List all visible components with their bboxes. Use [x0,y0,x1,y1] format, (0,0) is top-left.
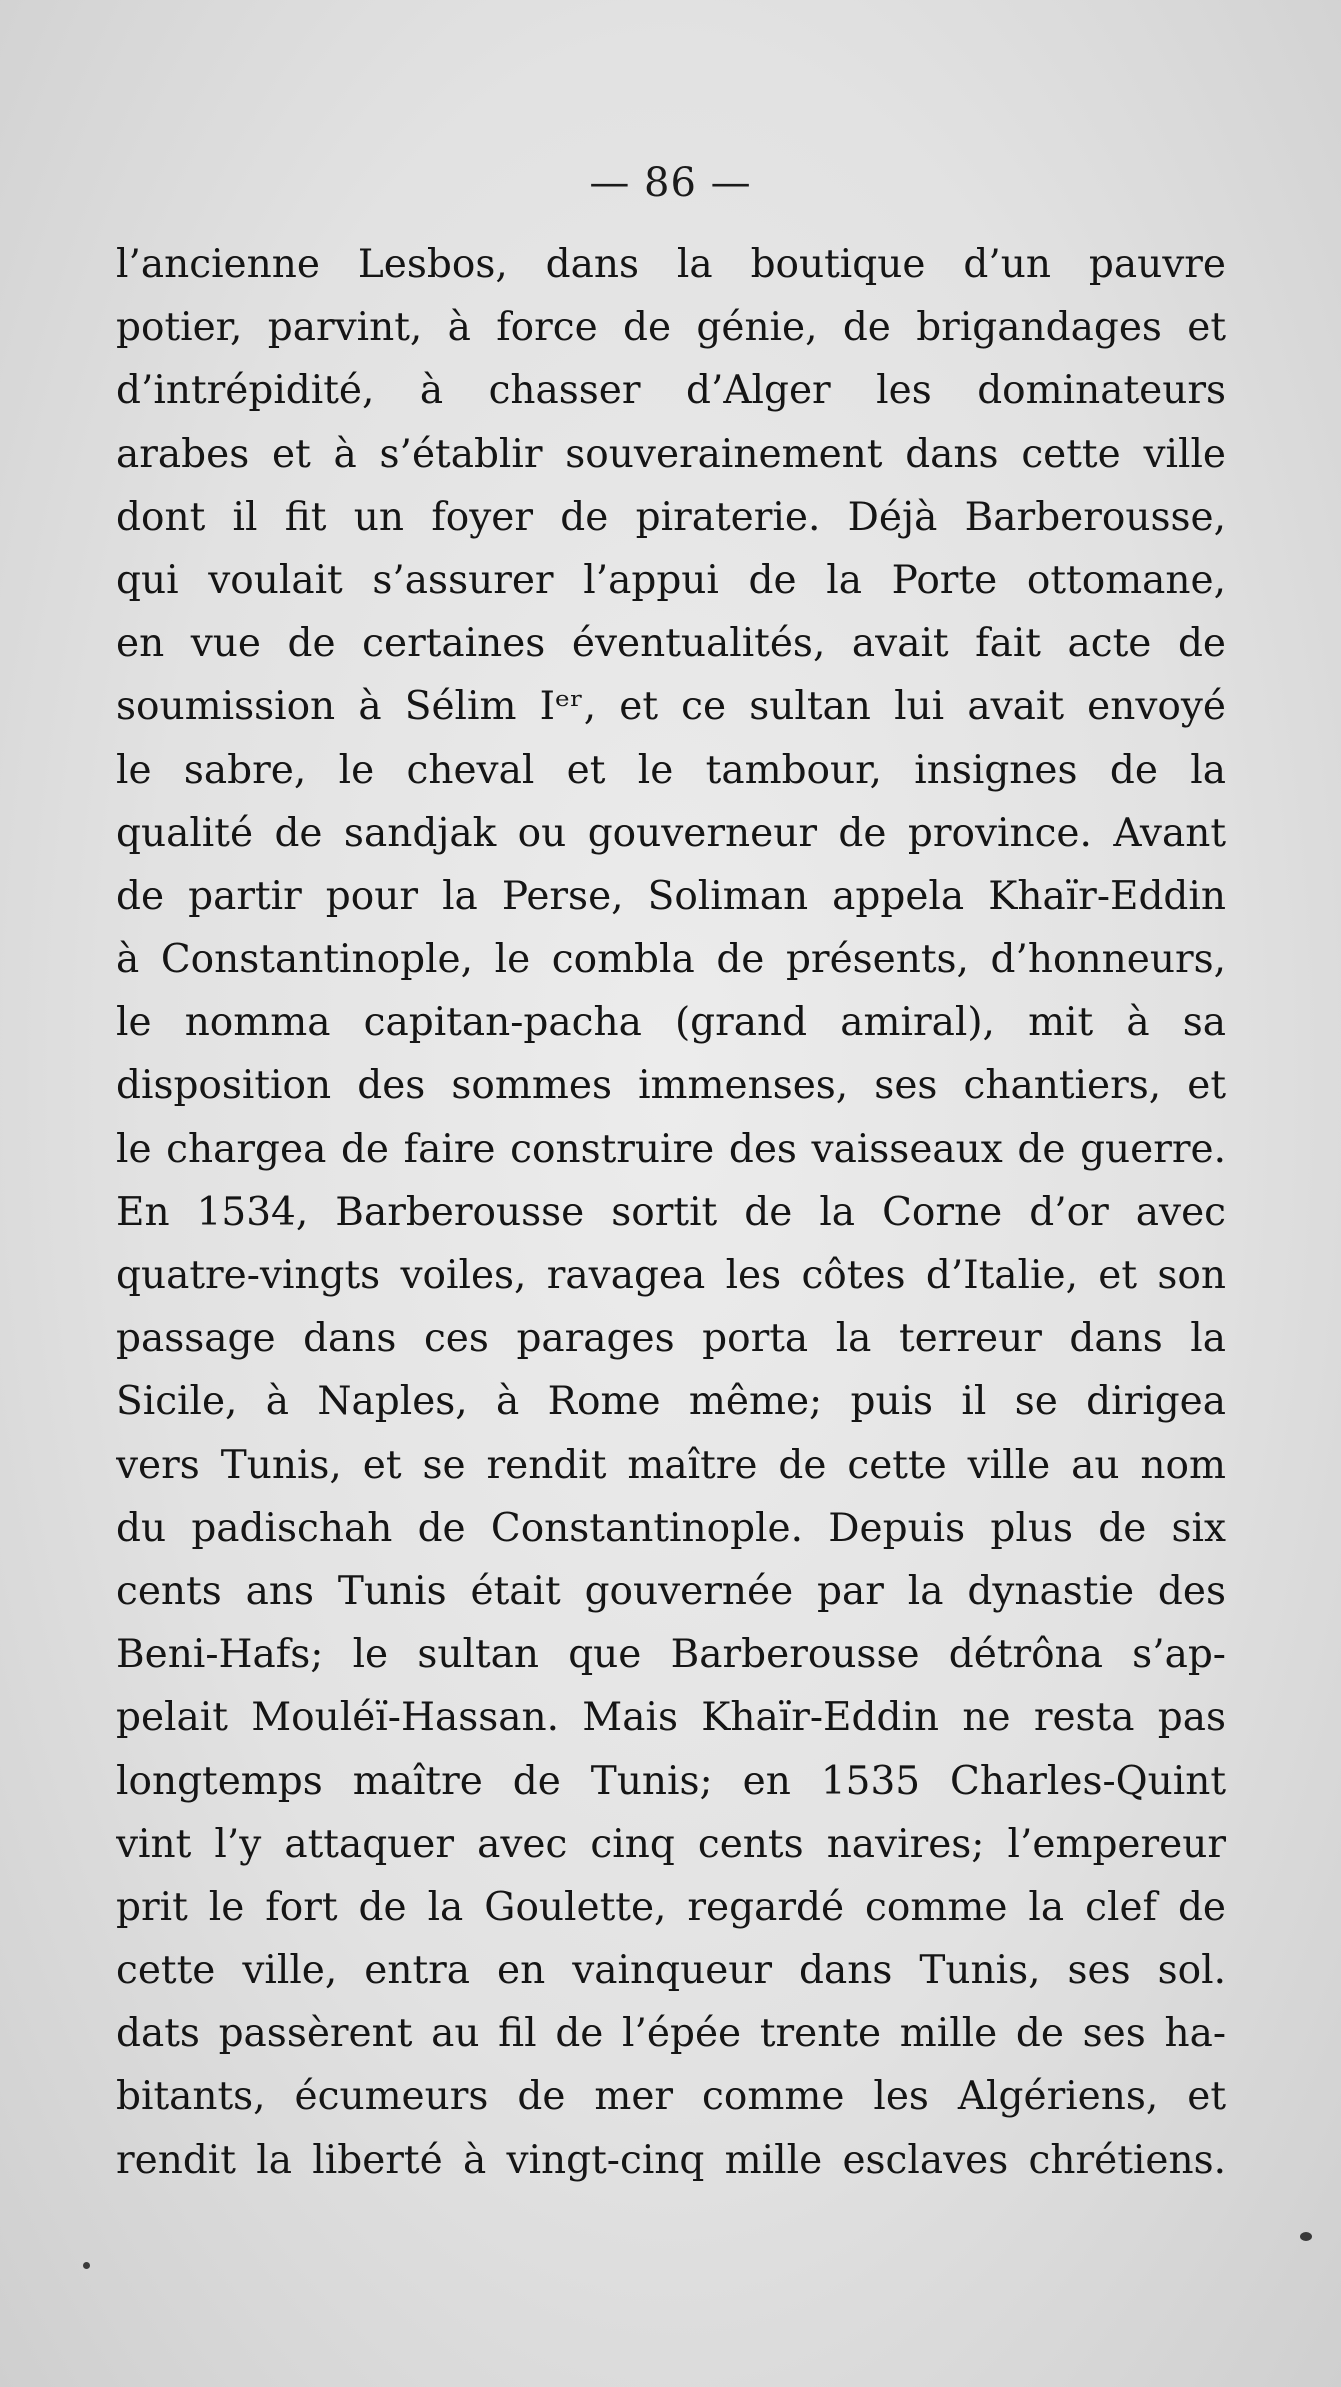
text-line: longtemps maître de Tunis; en 1535 Charles-Quint [116,1758,1226,1804]
text-line: l’ancienne Lesbos, dans la boutique d’un pauvre [116,242,1226,287]
text-line: potier, parvint, à force de génie, de brigandages et [116,305,1226,351]
page-number: — 86 — [589,160,752,206]
text-line: prit le fort de la Goulette, regardé comme la clef de [116,1884,1226,1930]
text-line: vint l’y attaquer avec cinq cents navires; l’empereur [116,1821,1226,1867]
text-line: le nomma capitan-pacha (grand amiral), mit à sa [116,1000,1226,1046]
text-line: Sicile, à Naples, à Rome même; puis il se dirigea [116,1379,1226,1425]
text-line: cette ville, entra en vainqueur dans Tunis, ses sol. [116,1948,1226,1994]
body-text [116,233,1226,2192]
text-line: le sabre, le cheval et le tambour, insignes de la [116,747,1226,793]
text-line: en vue de certaines éventualités, avait fait acte de [116,621,1226,667]
text-line: à Constantinople, le combla de présents, d’honneurs, [116,937,1226,983]
text-line: bitants, écumeurs de mer comme les Algériens, et [116,2074,1226,2120]
ink-speck [83,2262,90,2269]
ink-speck [1300,2232,1312,2241]
text-line: En 1534, Barberousse sortit de la Corne d’or avec [116,1189,1226,1235]
text-line: d’intrépidité, à chasser d’Alger les dominateurs [116,368,1226,414]
text-line: quatre-vingts voiles, ravagea les côtes d’Italie, et son [116,1253,1226,1298]
text-line: vers Tunis, et se rendit maître de cette ville au nom [116,1442,1226,1488]
text-line: de partir pour la Perse, Soliman appela Khaïr-Eddin [116,873,1226,919]
text-line: cents ans Tunis était gouvernée par la dynastie des [116,1568,1226,1614]
text-line: soumission à Sélim Iᵉʳ, et ce sultan lui avait envoyé [116,684,1226,730]
text-line: qualité de sandjak ou gouverneur de province. Avant [116,810,1226,856]
text-line: arabes et à s’établir souverainement dans cette ville [116,431,1226,477]
text-line: dont il fit un foyer de piraterie. Déjà Barberousse, [116,494,1226,540]
text-line: rendit la liberté à vingt-cinq mille esclaves chrétiens. [116,2137,1226,2183]
text-line: le chargea de faire construire des vaisseaux de guerre. [116,1126,1226,1172]
text-line: dats passèrent au fil de l’épée trente mille de ses ha- [116,2011,1226,2057]
text-line: pelait Mouléï-Hassan. Mais Khaïr-Eddin ne resta pas [116,1695,1226,1741]
text-line: disposition des sommes immenses, ses chantiers, et [116,1063,1226,1109]
text-line: Beni-Hafs; le sultan que Barberousse détrôna s’ap- [116,1632,1226,1678]
text-line: qui voulait s’assurer l’appui de la Porte ottomane, [116,557,1226,603]
text-line: du padischah de Constantinople. Depuis plus de six [116,1505,1226,1551]
text-line: passage dans ces parages porta la terreur dans la [116,1316,1226,1362]
